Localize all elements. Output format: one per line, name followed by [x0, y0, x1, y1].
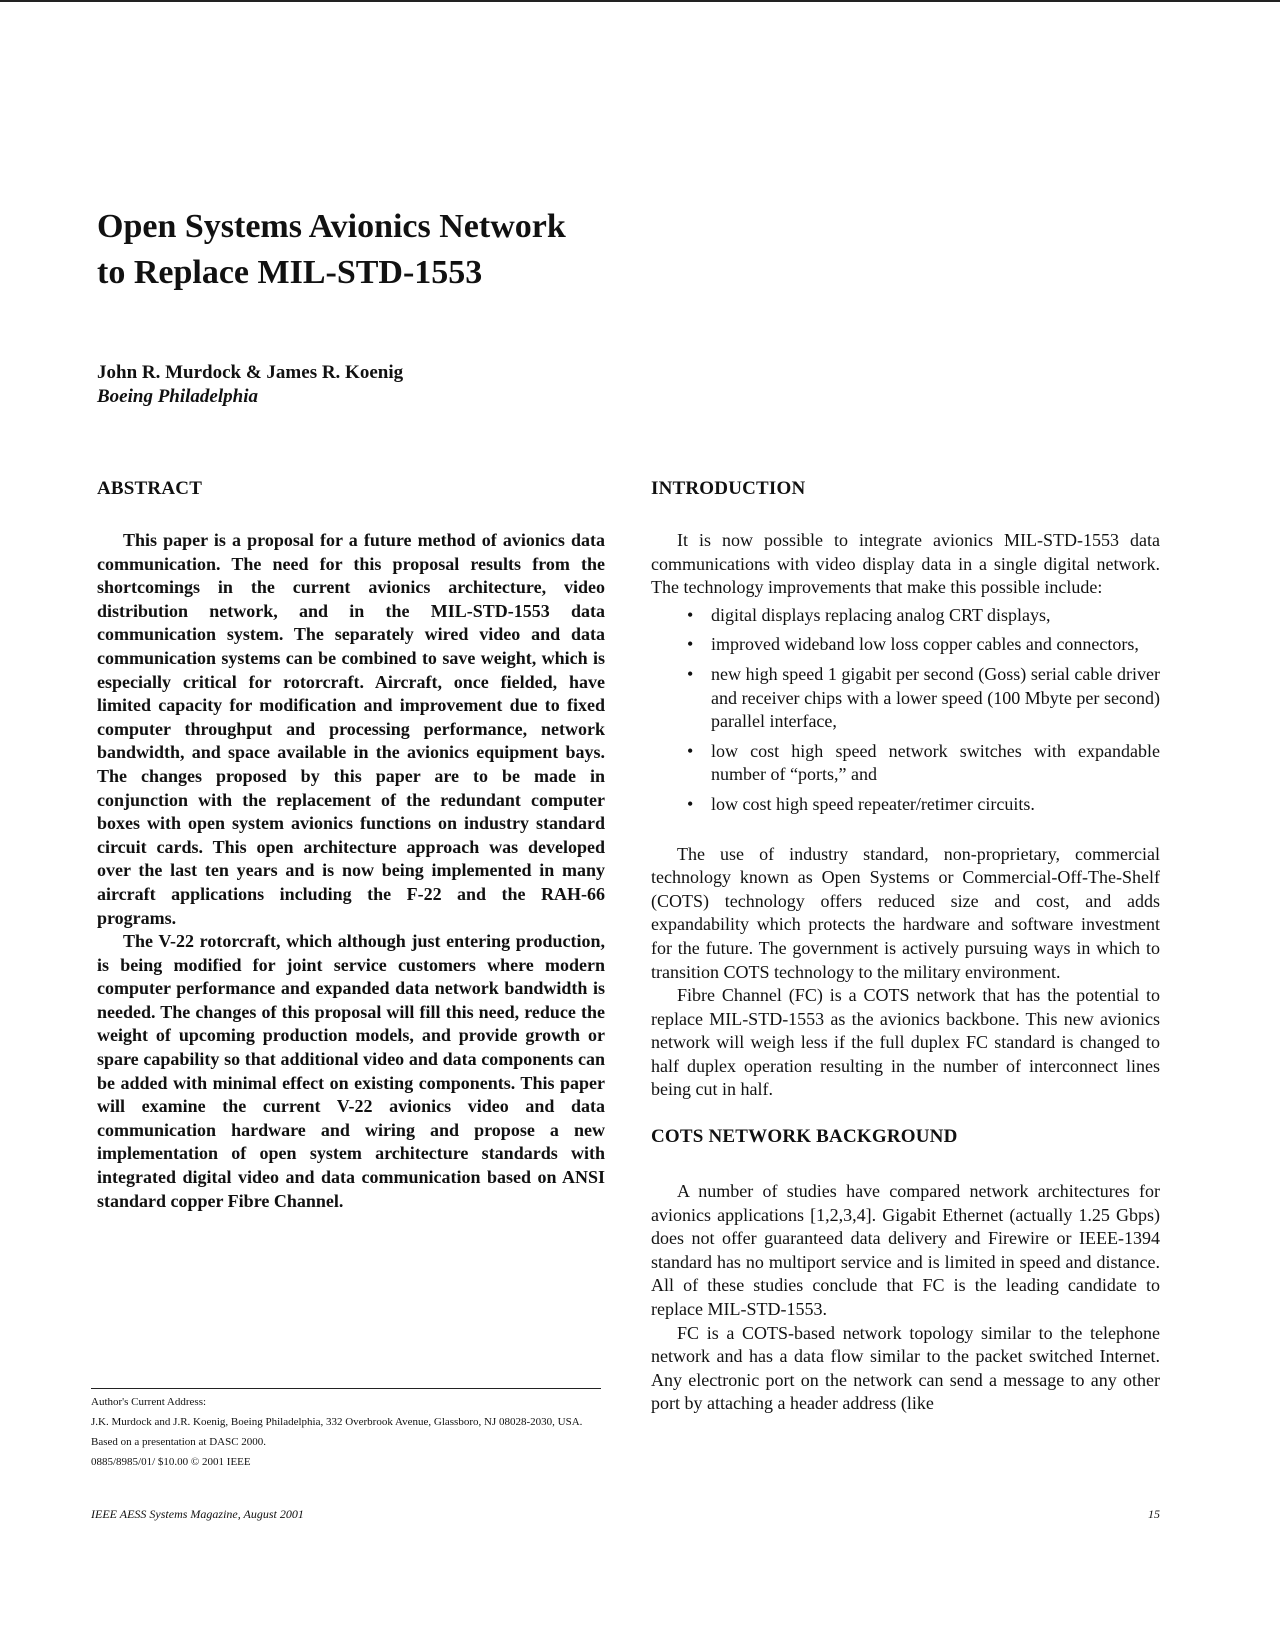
bullet-icon: •	[687, 793, 694, 814]
list-item: • low cost high speed network switches with expandable number of “ports,” and	[687, 740, 1160, 785]
cots-paragraph-2: FC is a COTS-based network topology similar to the telephone network and has a data flow similar to the packet switched Internet. Any electronic port on the network can send a message to any other port by attaching a header address (like	[651, 1322, 1160, 1414]
introduction-paragraph-2: Fibre Channel (FC) is a COTS network that has the potential to replace MIL-STD-1553 as the avionics backbone. This new avionics network will weigh less if the full duplex FC standard is changed to half duplex operation resulting in the number of interconnect lines being cut in half.	[651, 985, 1160, 1100]
introduction-lead: It is now possible to integrate avionics MIL-STD-1553 data communications with video display data in a single digital network. The technology improvements that make this possible include:	[651, 530, 1160, 598]
page-number: 15	[1148, 1507, 1160, 1521]
introduction-paragraph-1: The use of industry standard, non-proprietary, commercial technology known as Open Systems or Commercial-Off-The-Shelf (COTS) technology offers reduced size and cost, and adds expandability which protects the hardware and software investment for the future. The government is actively pursuing ways in which to transition COTS technology to the military environment.	[651, 843, 1160, 982]
list-item: • improved wideband low loss copper cables and connectors,	[651, 633, 1160, 657]
footnote-address: J.K. Murdock and J.R. Koenig, Boeing Philadelphia, 332 Overbrook Avenue, Glassboro, NJ 08028-2030, USA.	[91, 1416, 583, 1428]
introduction-heading: INTRODUCTION	[651, 478, 806, 499]
footnote-copyright: 0885/8985/01/ $10.00 © 2001 IEEE	[91, 1456, 251, 1468]
title-line-2: to Replace MIL-STD-1553	[97, 254, 483, 291]
footnote-presentation: Based on a presentation at DASC 2000.	[91, 1436, 267, 1448]
author-block	[97, 361, 697, 409]
journal-footer: IEEE AESS Systems Magazine, August 2001	[91, 1507, 304, 1521]
abstract-body	[97, 529, 605, 1213]
bullet-icon: •	[687, 740, 694, 761]
cots-paragraph-1: A number of studies have compared network architectures for avionics applications [1,2,3,4]. Gigabit Ethernet (actually 1.25 Gbps) does not offer guaranteed data delivery and Firewire or IEEE-1394 standard has no multiport service and is limited in speed and distance. All of these studies conclude that FC is the leading candidate to replace MIL-STD-1553.	[651, 1181, 1160, 1320]
author-names: John R. Murdock & James R. Koenig	[97, 362, 404, 383]
abstract-paragraph-2: The V-22 rotorcraft, which although just entering production, is being modified for joint service customers where modern computer performance and expanded data network bandwidth is needed. The changes of this proposal will fill this need, reduce the weight of upcoming production models, and provide growth or spare capability so that additional video and data components can be added with minimal effect on existing components. This paper will examine the current V-22 avionics video and data communication hardware and wiring and propose a new implementation of open system architecture standards with integrated digital video and data communication based on ANSI standard copper Fibre Channel.	[97, 931, 605, 1211]
abstract-heading: ABSTRACT	[97, 478, 203, 499]
list-item: • digital displays replacing analog CRT displays,	[651, 604, 1160, 628]
paper-title	[97, 204, 717, 296]
cots-heading: COTS NETWORK BACKGROUND	[651, 1126, 958, 1148]
author-footnote	[91, 1388, 601, 1475]
left-column	[97, 478, 605, 1213]
author-affiliation: Boeing Philadelphia	[97, 386, 258, 407]
bullet-icon: •	[687, 663, 694, 684]
abstract-paragraph-1: This paper is a proposal for a future method of avionics data communication. The need for this proposal results from the shortcomings in the current avionics architecture, video distribution network, and in the MIL-STD-1553 data communication system. The separately wired video and data communication systems can be combined to save weight, which is especially critical for rotorcraft. Aircraft, once fielded, have limited capacity for modification and improvement due to fixed computer throughput and processing performance, network bandwidth, and space available in the avionics equipment bays. The changes proposed by this paper are to be made in conjunction with the replacement of the redundant computer boxes with open system avionics functions on industry standard circuit cards. This open architecture approach was developed over the last ten years and is now being implemented in many aircraft applications including the F-22 and the RAH-66 programs.	[97, 530, 605, 928]
list-item: • new high speed 1 gigabit per second (Goss) serial cable driver and receiver chips with a lower speed (100 Mbyte per second) parallel interface,	[687, 663, 1160, 732]
right-column	[651, 478, 1160, 1416]
list-item: • low cost high speed repeater/retimer circuits.	[651, 793, 1160, 817]
bullet-icon: •	[687, 634, 694, 655]
bullet-icon: •	[687, 604, 694, 625]
footnote-label: Author's Current Address:	[91, 1396, 207, 1408]
introduction-bullet-list	[651, 604, 1160, 817]
top-rule	[0, 0, 1280, 2]
title-line-1: Open Systems Avionics Network	[97, 208, 566, 245]
